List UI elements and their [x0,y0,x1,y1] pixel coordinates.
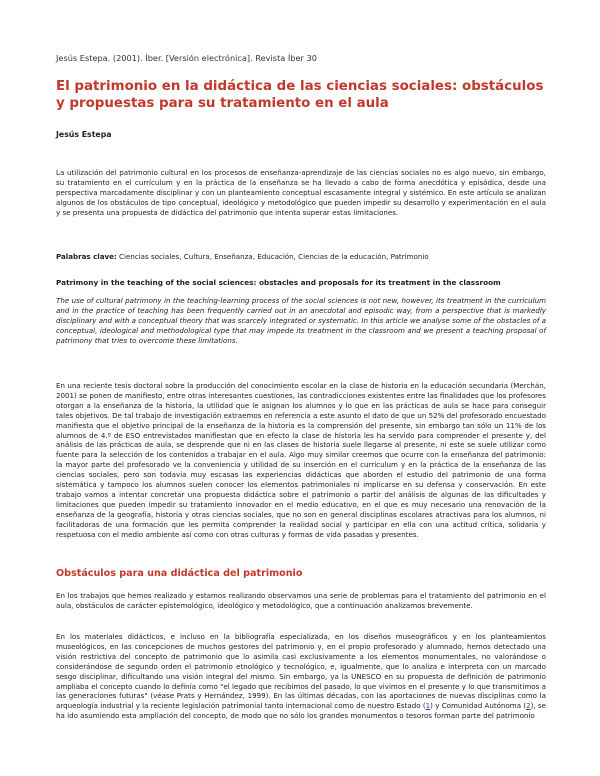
author-name: Jesús Estepa [56,130,112,139]
body-paragraph-3 [56,632,546,721]
keywords-list: Ciencias sociales, Cultura, Enseñanza, Educación, Ciencias de la educación, Patrimonio [119,252,429,261]
english-abstract-paragraph: The use of cultural patrimony in the teaching-learning process of the social sciences is not new, however, its treatment in the curriculum and in the practice of teaching has been frequently carried out in an anecdotal and episodic way, from a perspective that is markedly disciplinary and with a conceptual theory that was scarcely integrated or systematic. In this article we analyse some of the obstacles of a conceptual, ideological and methodological type that may impede its treatment in the classroom and we present a teaching proposal of patrimony that tries to overcome these limitations. [56,296,546,345]
keywords-line [56,252,546,262]
english-title: Patrimony in the teaching of the social sciences: obstacles and proposals for its treatment in the classroom [56,278,501,287]
body-paragraph-3-text-b: ) y Comunidad Autónoma ( [430,701,527,711]
body-paragraph-1: En una reciente tesis doctoral sobre la producción del conocimiento escolar en la clase de historia en la educación secundaria (Merchán, 2001) se ponen de manifiesto, entre otras interesantes cuestiones, las contradicciones existentes entre las finalidades que los profesores otorgan a la enseñanza de la historia, la utilidad que le asignan los alumnos y lo que en las prácticas de aula se hace para conseguir tales objetivos. De tal trabajo de investigación extraemos en referencia a este asunto el dato de que un 52% del profesorado encuestado manifiesta que el objetivo principal de la enseñanza de la historia es la comprensión del presente, sin embargo tan sólo un 11% de los alumnos de 4.º de ESO entrevistados manifiestan que en efecto la clase de historia les ha servido para comprender el presente y, del análisis de las prácticas de aula, se desprende que ni en las clases de historia suele llegarse al presente, ni este se suele utilizar como fuente para la selección de los contenidos a trabajar en el aula. Algo muy similar creemos que ocurre con la enseñanza del patrimonio: la mayor parte del profesorado ve la conveniencia y utilidad de su inserción en el currículum y en la práctica de la enseñanza de las ciencias sociales, pero son todavía muy escasas las experiencias didácticas que aborden el estudio del patrimonio de una forma sistemática y tampoco los alumnos suelen conocer los elementos patrimoniales ni implicarse en su defensa y conservación. En este trabajo vamos a intentar concretar una propuesta didáctica sobre el patrimonio a partir del análisis de algunas de las dificultades y limitaciones que pueden impedir su tratamiento innovador en el medio educativo, en el que es muy necesario una renovación de la enseñanza de la geografía, historia y otras ciencias sociales, que no son en general disciplinas escolares atractivas para los alumnos, ni facilitadoras de una formación que les permita comprender la realidad social y participar en ella con una actitud crítica, solidaria y respetuosa con el medio ambiente así como con otras culturas y formas de vida pasadas y presentes. [56,381,546,539]
section-heading: Obstáculos para una didáctica del patrimonio [56,568,303,579]
body-paragraph-3-text-a: En los materiales didácticos, e incluso en la bibliografía especializada, en los diseños museográficos y en los planteamientos museológicos, en las concepciones de muchos gestores del patrimonio y, en el propio profesorado y alumnado, hemos detectado una visión restrictiva del concepto de patrimonio que lo asimila casi exclusivamente a los elementos monumentales, no valorándose o considerándose de segundo orden el patrimonio etnológico y tecnológico, e, igualmente, que lo analiza e interpreta con un marcado sesgo disciplinar, dificultando una visión integral del mismo. Sin embargo, ya la UNESCO en su propuesta de definición de patrimonio ampliaba el concepto cuando lo definía como "el legado que recibimos del pasado, lo que vivimos en el presente y lo que transmitimos a las generaciones futuras" (véase Prats y Hernández, 1999). En las últimas décadas, con las aportaciones de nuevas disciplinas como la arqueología industrial y la reciente legislación patrimonial tanto internacional como de nuestro Estado ( [56,632,546,711]
article-title: El patrimonio en la didáctica de las ciencias sociales: obstáculos y propuestas para su tratamiento en el aula [56,79,544,111]
footnote-link-2[interactable]: 2 [526,701,531,711]
footnote-link-1[interactable]: 1 [425,701,431,711]
body-paragraph-3-text-c: ), se ha ido asumiendo esta ampliación del concepto, de modo que no sólo los grandes monumentos o tesoros forman parte del patrimonio [56,701,546,721]
body-paragraph-2: En los trabajos que hemos realizado y estamos realizando observamos una serie de problemas para el tratamiento del patrimonio en el aula, obstáculos de carácter epistemológico, ideológico y metodológico, que a continuación analizamos brevemente. [56,591,546,610]
abstract-paragraph: La utilización del patrimonio cultural en los procesos de enseñanza-aprendizaje de las ciencias sociales no es algo nuevo, sin embargo, su tratamiento en el currículum y en la práctica de la enseñanza se ha llevado a cabo de forma anecdótica y episódica, desde una perspectiva marcadamente disciplinar y con un planteamiento conceptual escasamente integral y sistémico. En este artículo se analizan algunos de los obstáculos de tipo conceptual, ideológico y metodológico que pueden impedir su desarrollo y experimentación en el aula y se presenta una propuesta de didáctica del patrimonio que intenta superar estas limitaciones. [56,168,546,217]
citation-line: Jesús Estepa. (2001). Íber. [Versión electrónica]. Revista Íber 30 [56,53,317,63]
keywords-label: Palabras clave: [56,252,117,261]
